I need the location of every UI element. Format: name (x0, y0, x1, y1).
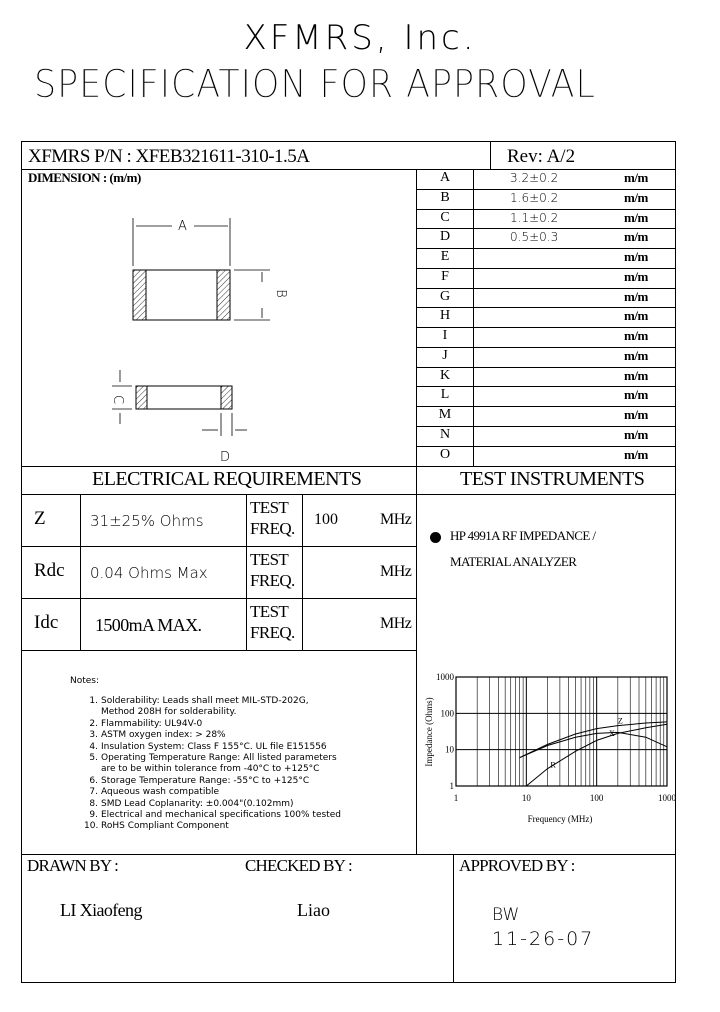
notes-title: Notes: (70, 676, 100, 686)
instrument-line-2: MATERIAL ANALYZER (450, 554, 577, 569)
dimension-key: B (440, 189, 450, 205)
dimension-label: DIMENSION : (m/m) (28, 170, 141, 185)
approved-by-label: APPROVED BY : (459, 856, 575, 875)
note-number: 3. (89, 730, 98, 741)
y-axis-label: Impedance (Ohms) (424, 697, 434, 767)
note-text: Method 208H for solderability. (101, 707, 237, 718)
note-text: Insulation System: Class F 155°C. UL file E151556 (101, 741, 327, 752)
approved-by-name: BW (492, 905, 520, 925)
dimension-unit: m/m (624, 308, 648, 324)
dimension-unit: m/m (624, 367, 648, 383)
checked-by-label: CHECKED BY : (245, 856, 352, 875)
checked-by-name: Liao (297, 900, 330, 920)
chart-grid (456, 677, 667, 786)
drawn-by-label: DRAWN BY : (27, 856, 119, 875)
dim-label-a: A (178, 219, 187, 234)
freq-label: FREQ. (250, 519, 295, 538)
dimension-value: 3.2±0.2 (510, 171, 559, 185)
note-number: 9. (89, 810, 98, 820)
x-tick-label: 100 (589, 793, 604, 803)
y-tick-label: 10 (445, 744, 454, 755)
note-number: 8. (89, 798, 98, 809)
note-text: Storage Temperature Range: -55°C to +125°C (101, 775, 310, 786)
y-tick-label: 100 (440, 708, 454, 719)
param-value: 1500mA MAX. (95, 615, 202, 635)
test-frequency: 100 (314, 511, 338, 528)
dimension-value: 0.5±0.3 (510, 230, 559, 245)
dimension-value: 1.6±0.2 (510, 190, 559, 205)
component-drawing (110, 210, 310, 470)
note-text: RoHS Compliant Component (101, 821, 229, 832)
instrument-line-1: HP 4991A RF IMPEDANCE / (450, 528, 596, 543)
x-tick-label: 1000 (658, 793, 676, 803)
dimension-unit: m/m (624, 288, 648, 304)
dimension-key: F (441, 268, 449, 284)
dim-label-c: C (110, 394, 126, 405)
note-text: Flammability: UL94V-0 (101, 718, 203, 729)
dimension-key: O (439, 446, 451, 462)
note-text: ASTM oxygen index: > 28% (101, 730, 226, 741)
dimension-unit: m/m (624, 446, 648, 462)
y-tick-label: 1000 (436, 672, 454, 682)
freq-label: FREQ. (250, 571, 295, 590)
dimension-key: G (439, 288, 451, 304)
x-tick-label: 10 (521, 793, 531, 803)
note-number: 1. (89, 696, 98, 706)
company-name: XFMRS, Inc. (243, 18, 477, 58)
instruments-heading: TEST INSTRUMENTS (460, 468, 645, 490)
note-text: SMD Lead Coplanarity: ±0.004"(0.102mm) (101, 798, 294, 809)
dimension-unit: m/m (624, 328, 648, 343)
dimension-key: A (439, 170, 451, 185)
dimension-key: J (442, 347, 448, 363)
dimension-unit: m/m (624, 209, 648, 225)
top-view (133, 218, 270, 320)
dimension-key: M (438, 407, 452, 422)
impedance-chart (420, 670, 676, 830)
dimension-key: H (439, 308, 451, 324)
dimension-key: K (439, 367, 451, 383)
test-label: TEST (250, 498, 289, 517)
dimension-unit: m/m (624, 229, 648, 245)
param-name: Idc (34, 612, 59, 633)
dimension-key: C (440, 209, 450, 225)
plot-area (456, 677, 667, 786)
note-text: Operating Temperature Range: All listed parameters (101, 753, 337, 763)
note-text: are to be within tolerance from -40°C to +125°C (101, 764, 320, 775)
part-number: XFMRS P/N : XFEB321611-310-1.5A (28, 146, 310, 167)
note-number: 6. (89, 775, 98, 786)
dimension-key: I (442, 328, 448, 343)
x-axis-label: Frequency (MHz) (527, 814, 593, 824)
dimension-key: D (439, 229, 451, 245)
freq-label: FREQ. (250, 623, 295, 642)
chart-labels (424, 672, 677, 824)
dim-label-d: D (220, 450, 231, 465)
series-label-z: Z (617, 716, 623, 726)
dimension-key: E (440, 249, 450, 264)
dimension-unit: m/m (624, 170, 648, 185)
note-number: 4. (89, 741, 98, 752)
frequency-unit: MHz (380, 615, 412, 632)
param-name: Z (34, 508, 46, 529)
test-label: TEST (250, 550, 289, 569)
dimension-unit: m/m (624, 426, 648, 442)
dimension-key: L (440, 387, 450, 403)
frequency-unit: MHz (380, 511, 412, 528)
series-label-r: R (550, 760, 556, 770)
dim-label-b: B (272, 289, 288, 298)
test-label: TEST (250, 602, 289, 621)
note-number: 2. (89, 718, 98, 729)
note-number: 10. (84, 821, 99, 832)
dimension-unit: m/m (624, 387, 648, 403)
dimension-unit: m/m (624, 407, 648, 422)
param-name: Rdc (34, 560, 65, 581)
dimension-value: 1.1±0.2 (510, 210, 559, 225)
frequency-unit: MHz (380, 563, 412, 580)
note-number: 7. (89, 787, 98, 798)
drawn-by-name: LI Xiaofeng (60, 900, 142, 920)
dimension-unit: m/m (624, 347, 648, 363)
note-text: Aqueous wash compatible (101, 787, 220, 798)
revision: Rev: A/2 (507, 146, 576, 167)
document-title: SPECIFICATION FOR APPROVAL (34, 62, 596, 106)
param-value: 0.04 Ohms Max (90, 564, 208, 582)
dimension-key: N (439, 426, 451, 442)
dimension-unit: m/m (624, 189, 648, 205)
electrical-heading: ELECTRICAL REQUIREMENTS (92, 468, 362, 490)
x-tick-label: 1 (453, 793, 459, 803)
bullet-icon (430, 532, 441, 543)
note-number: 5. (89, 753, 98, 763)
side-view (112, 370, 247, 436)
dimension-unit: m/m (624, 249, 648, 264)
param-value: 31±25% Ohms (90, 512, 204, 530)
approved-date: 11-26-07 (492, 928, 595, 950)
note-text: Solderability: Leads shall meet MIL-STD-202G, (101, 696, 309, 706)
series-label-x: X (609, 728, 615, 738)
note-text: Electrical and mechanical specifications 100% tested (101, 810, 341, 820)
y-tick-label: 1 (449, 781, 454, 791)
dimension-unit: m/m (624, 268, 648, 284)
